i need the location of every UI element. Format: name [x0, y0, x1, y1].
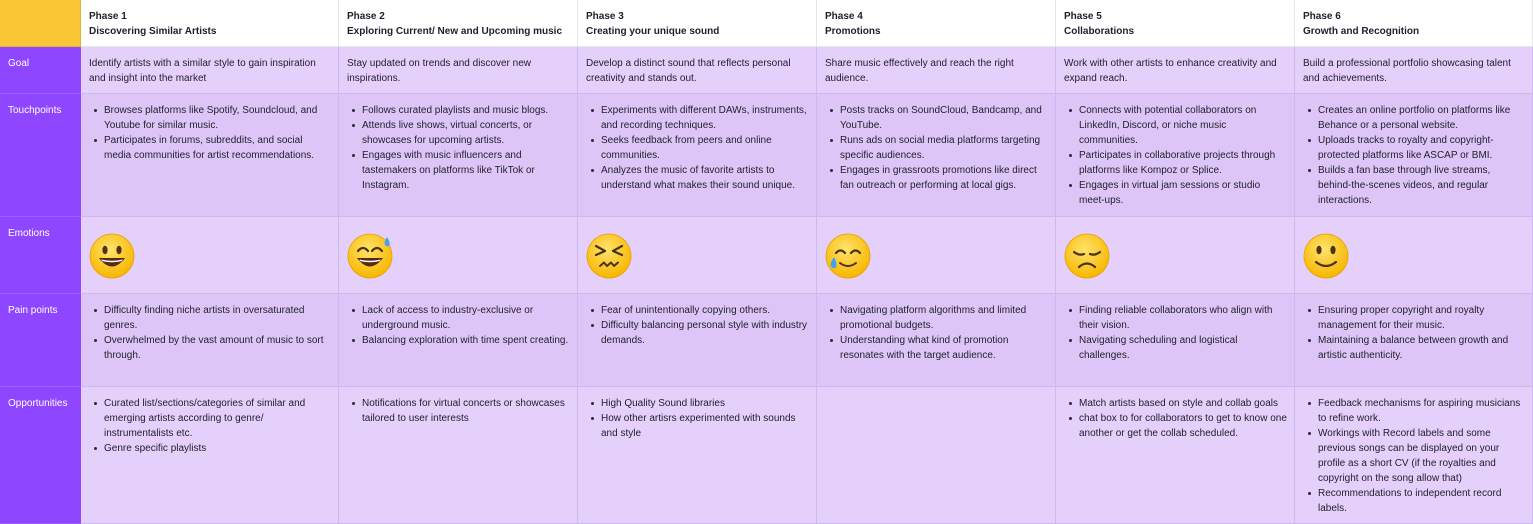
list-item: Overwhelmed by the vast amount of music to sort through. — [104, 333, 331, 363]
smiling-tear-face-icon — [825, 233, 1048, 279]
phase-number: Phase 1 — [89, 11, 127, 22]
phase-title: Collaborations — [1064, 26, 1135, 37]
list-item: Seeks feedback from peers and online communities. — [601, 133, 809, 163]
list-item: Analyzes the music of favorite artists to understand what makes their sound unique. — [601, 163, 809, 193]
pain-points-list — [1064, 303, 1287, 363]
disappointed-face-icon — [1064, 233, 1287, 279]
list-item: High Quality Sound libraries — [601, 396, 809, 411]
pain-points-list — [825, 303, 1048, 363]
opportunities-list — [89, 396, 331, 456]
row-label-opportunities: Opportunities — [0, 387, 81, 524]
phase-title: Creating your unique sound — [586, 26, 720, 37]
pain-points-cell-phase-2 — [339, 294, 578, 387]
phase-header-3 — [578, 0, 817, 47]
grinning-face-icon — [89, 233, 331, 279]
opportunities-cell-phase-5 — [1056, 387, 1295, 524]
touchpoints-cell-phase-2 — [339, 94, 578, 217]
opportunities-cell-phase-6 — [1295, 387, 1533, 524]
phase-title: Discovering Similar Artists — [89, 26, 217, 37]
opportunities-list — [1064, 396, 1287, 441]
list-item: Curated list/sections/categories of similar and emerging artists according to genre/ instrumentalists etc. — [104, 396, 331, 441]
opportunities-list — [347, 396, 570, 426]
emotions-cell-phase-6 — [1295, 217, 1533, 294]
phase-header-5 — [1056, 0, 1295, 47]
goal-text: Share music effectively and reach the right audience. — [825, 58, 1014, 84]
list-item: Participates in forums, subreddits, and social media communities for artist recommendations. — [104, 133, 331, 163]
row-label-touchpoints: Touchpoints — [0, 94, 81, 217]
goal-text: Stay updated on trends and discover new inspirations. — [347, 58, 532, 84]
list-item: Follows curated playlists and music blogs. — [362, 103, 570, 118]
opportunities-cell-phase-4 — [817, 387, 1056, 524]
list-item: Navigating scheduling and logistical challenges. — [1079, 333, 1287, 363]
pain-points-list — [89, 303, 331, 363]
phase-number: Phase 3 — [586, 11, 624, 22]
list-item: How other artisrs experimented with sounds and style — [601, 411, 809, 441]
pain-points-cell-phase-5 — [1056, 294, 1295, 387]
list-item: Difficulty finding niche artists in oversaturated genres. — [104, 303, 331, 333]
phase-number: Phase 6 — [1303, 11, 1341, 22]
list-item: Creates an online portfolio on platforms like Behance or a personal website. — [1318, 103, 1525, 133]
list-item: Ensuring proper copyright and royalty management for their music. — [1318, 303, 1525, 333]
list-item: Experiments with different DAWs, instruments, and recording techniques. — [601, 103, 809, 133]
phase-header-2 — [339, 0, 578, 47]
goal-cell-phase-6 — [1295, 47, 1533, 94]
goal-cell-phase-3 — [578, 47, 817, 94]
emotions-cell-phase-4 — [817, 217, 1056, 294]
list-item: Engages in virtual jam sessions or studio meet-ups. — [1079, 178, 1287, 208]
emotions-cell-phase-1 — [81, 217, 339, 294]
touchpoints-list — [1064, 103, 1287, 208]
touchpoints-list — [89, 103, 331, 163]
touchpoints-cell-phase-1 — [81, 94, 339, 217]
pain-points-list — [586, 303, 809, 348]
emotions-cell-phase-5 — [1056, 217, 1295, 294]
touchpoints-cell-phase-3 — [578, 94, 817, 217]
phase-header-4 — [817, 0, 1056, 47]
touchpoints-list — [825, 103, 1048, 193]
opportunities-cell-phase-3 — [578, 387, 817, 524]
touchpoints-list — [1303, 103, 1525, 208]
goal-cell-phase-2 — [339, 47, 578, 94]
list-item: Uploads tracks to royalty and copyright-protected platforms like ASCAP or BMI. — [1318, 133, 1525, 163]
list-item: Runs ads on social media platforms targeting specific audiences. — [840, 133, 1048, 163]
opportunities-cell-phase-1 — [81, 387, 339, 524]
list-item: Lack of access to industry-exclusive or underground music. — [362, 303, 570, 333]
list-item: Recommendations to independent record labels. — [1318, 486, 1525, 516]
touchpoints-cell-phase-5 — [1056, 94, 1295, 217]
opportunities-list — [1303, 396, 1525, 516]
list-item: Navigating platform algorithms and limited promotional budgets. — [840, 303, 1048, 333]
list-item: Notifications for virtual concerts or showcases tailored to user interests — [362, 396, 570, 426]
phase-number: Phase 2 — [347, 11, 385, 22]
list-item: Finding reliable collaborators who align with their vision. — [1079, 303, 1287, 333]
goal-text: Build a professional portfolio showcasing talent and achievements. — [1303, 58, 1511, 84]
touchpoints-list — [586, 103, 809, 193]
opportunities-list — [586, 396, 809, 441]
goal-text: Identify artists with a similar style to gain inspiration and insight into the market — [89, 58, 316, 84]
list-item: Difficulty balancing personal style with industry demands. — [601, 320, 808, 346]
list-item: Attends live shows, virtual concerts, or showcases for upcoming artists. — [362, 118, 570, 148]
list-item: Connects with potential collaborators on LinkedIn, Discord, or niche music communities. — [1079, 103, 1287, 148]
list-item: Understanding what kind of promotion resonates with the target audience. — [840, 333, 1048, 363]
list-item: Engages in grassroots promotions like direct fan outreach or performing at local gigs. — [840, 163, 1048, 193]
list-item: Genre specific playlists — [104, 441, 331, 456]
phase-number: Phase 5 — [1064, 11, 1102, 22]
phase-title: Promotions — [825, 26, 881, 37]
list-item: Fear of unintentionally copying others. — [601, 303, 809, 318]
list-item: chat box to for collaborators to get to know one another or get the collab scheduled. — [1079, 413, 1287, 439]
emotions-cell-phase-2 — [339, 217, 578, 294]
list-item: Workings with Record labels and some previous songs can be displayed on your profile as a short CV (if the royalties and copyright on the song allow that) — [1318, 426, 1525, 486]
goal-cell-phase-1 — [81, 47, 339, 94]
list-item: Builds a fan base through live streams, behind-the-scenes videos, and regular interactions. — [1318, 163, 1525, 208]
emotions-cell-phase-3 — [578, 217, 817, 294]
touchpoints-cell-phase-4 — [817, 94, 1056, 217]
row-label-goal: Goal — [0, 47, 81, 94]
list-item: Engages with music influencers and tastemakers on platforms like TikTok or Instagram. — [362, 148, 570, 193]
slightly-smiling-face-icon — [1303, 233, 1525, 279]
opportunities-cell-phase-2 — [339, 387, 578, 524]
pain-points-list — [1303, 303, 1525, 363]
grinning-sweat-face-icon — [347, 233, 570, 279]
goal-cell-phase-5 — [1056, 47, 1295, 94]
pain-points-cell-phase-4 — [817, 294, 1056, 387]
row-label-pain-points: Pain points — [0, 294, 81, 387]
pain-points-cell-phase-1 — [81, 294, 339, 387]
touchpoints-list — [347, 103, 570, 193]
phase-header-1 — [81, 0, 339, 47]
list-item: Balancing exploration with time spent creating. — [362, 335, 569, 346]
list-item: Maintaining a balance between growth and artistic authenticity. — [1318, 333, 1525, 363]
phase-header-6 — [1295, 0, 1533, 47]
phase-title: Growth and Recognition — [1303, 26, 1420, 37]
goal-cell-phase-4 — [817, 47, 1056, 94]
corner-cell — [0, 0, 81, 47]
goal-text: Work with other artists to enhance creativity and expand reach. — [1064, 58, 1277, 84]
goal-text: Develop a distinct sound that reflects personal creativity and stands out. — [586, 58, 791, 84]
touchpoints-cell-phase-6 — [1295, 94, 1533, 217]
list-item: Participates in collaborative projects through platforms like Kompoz or Splice. — [1079, 148, 1287, 178]
pain-points-cell-phase-6 — [1295, 294, 1533, 387]
list-item: Feedback mechanisms for aspiring musicians to refine work. — [1318, 396, 1525, 426]
list-item: Browses platforms like Spotify, Soundcloud, and Youtube for similar music. — [104, 103, 331, 133]
pain-points-list — [347, 303, 570, 348]
row-label-emotions: Emotions — [0, 217, 81, 294]
confounded-face-icon — [586, 233, 809, 279]
list-item: Match artists based on style and collab goals — [1079, 396, 1287, 411]
phase-title: Exploring Current/ New and Upcoming music — [347, 26, 563, 37]
phase-number: Phase 4 — [825, 11, 863, 22]
list-item: Posts tracks on SoundCloud, Bandcamp, and YouTube. — [840, 103, 1048, 133]
pain-points-cell-phase-3 — [578, 294, 817, 387]
